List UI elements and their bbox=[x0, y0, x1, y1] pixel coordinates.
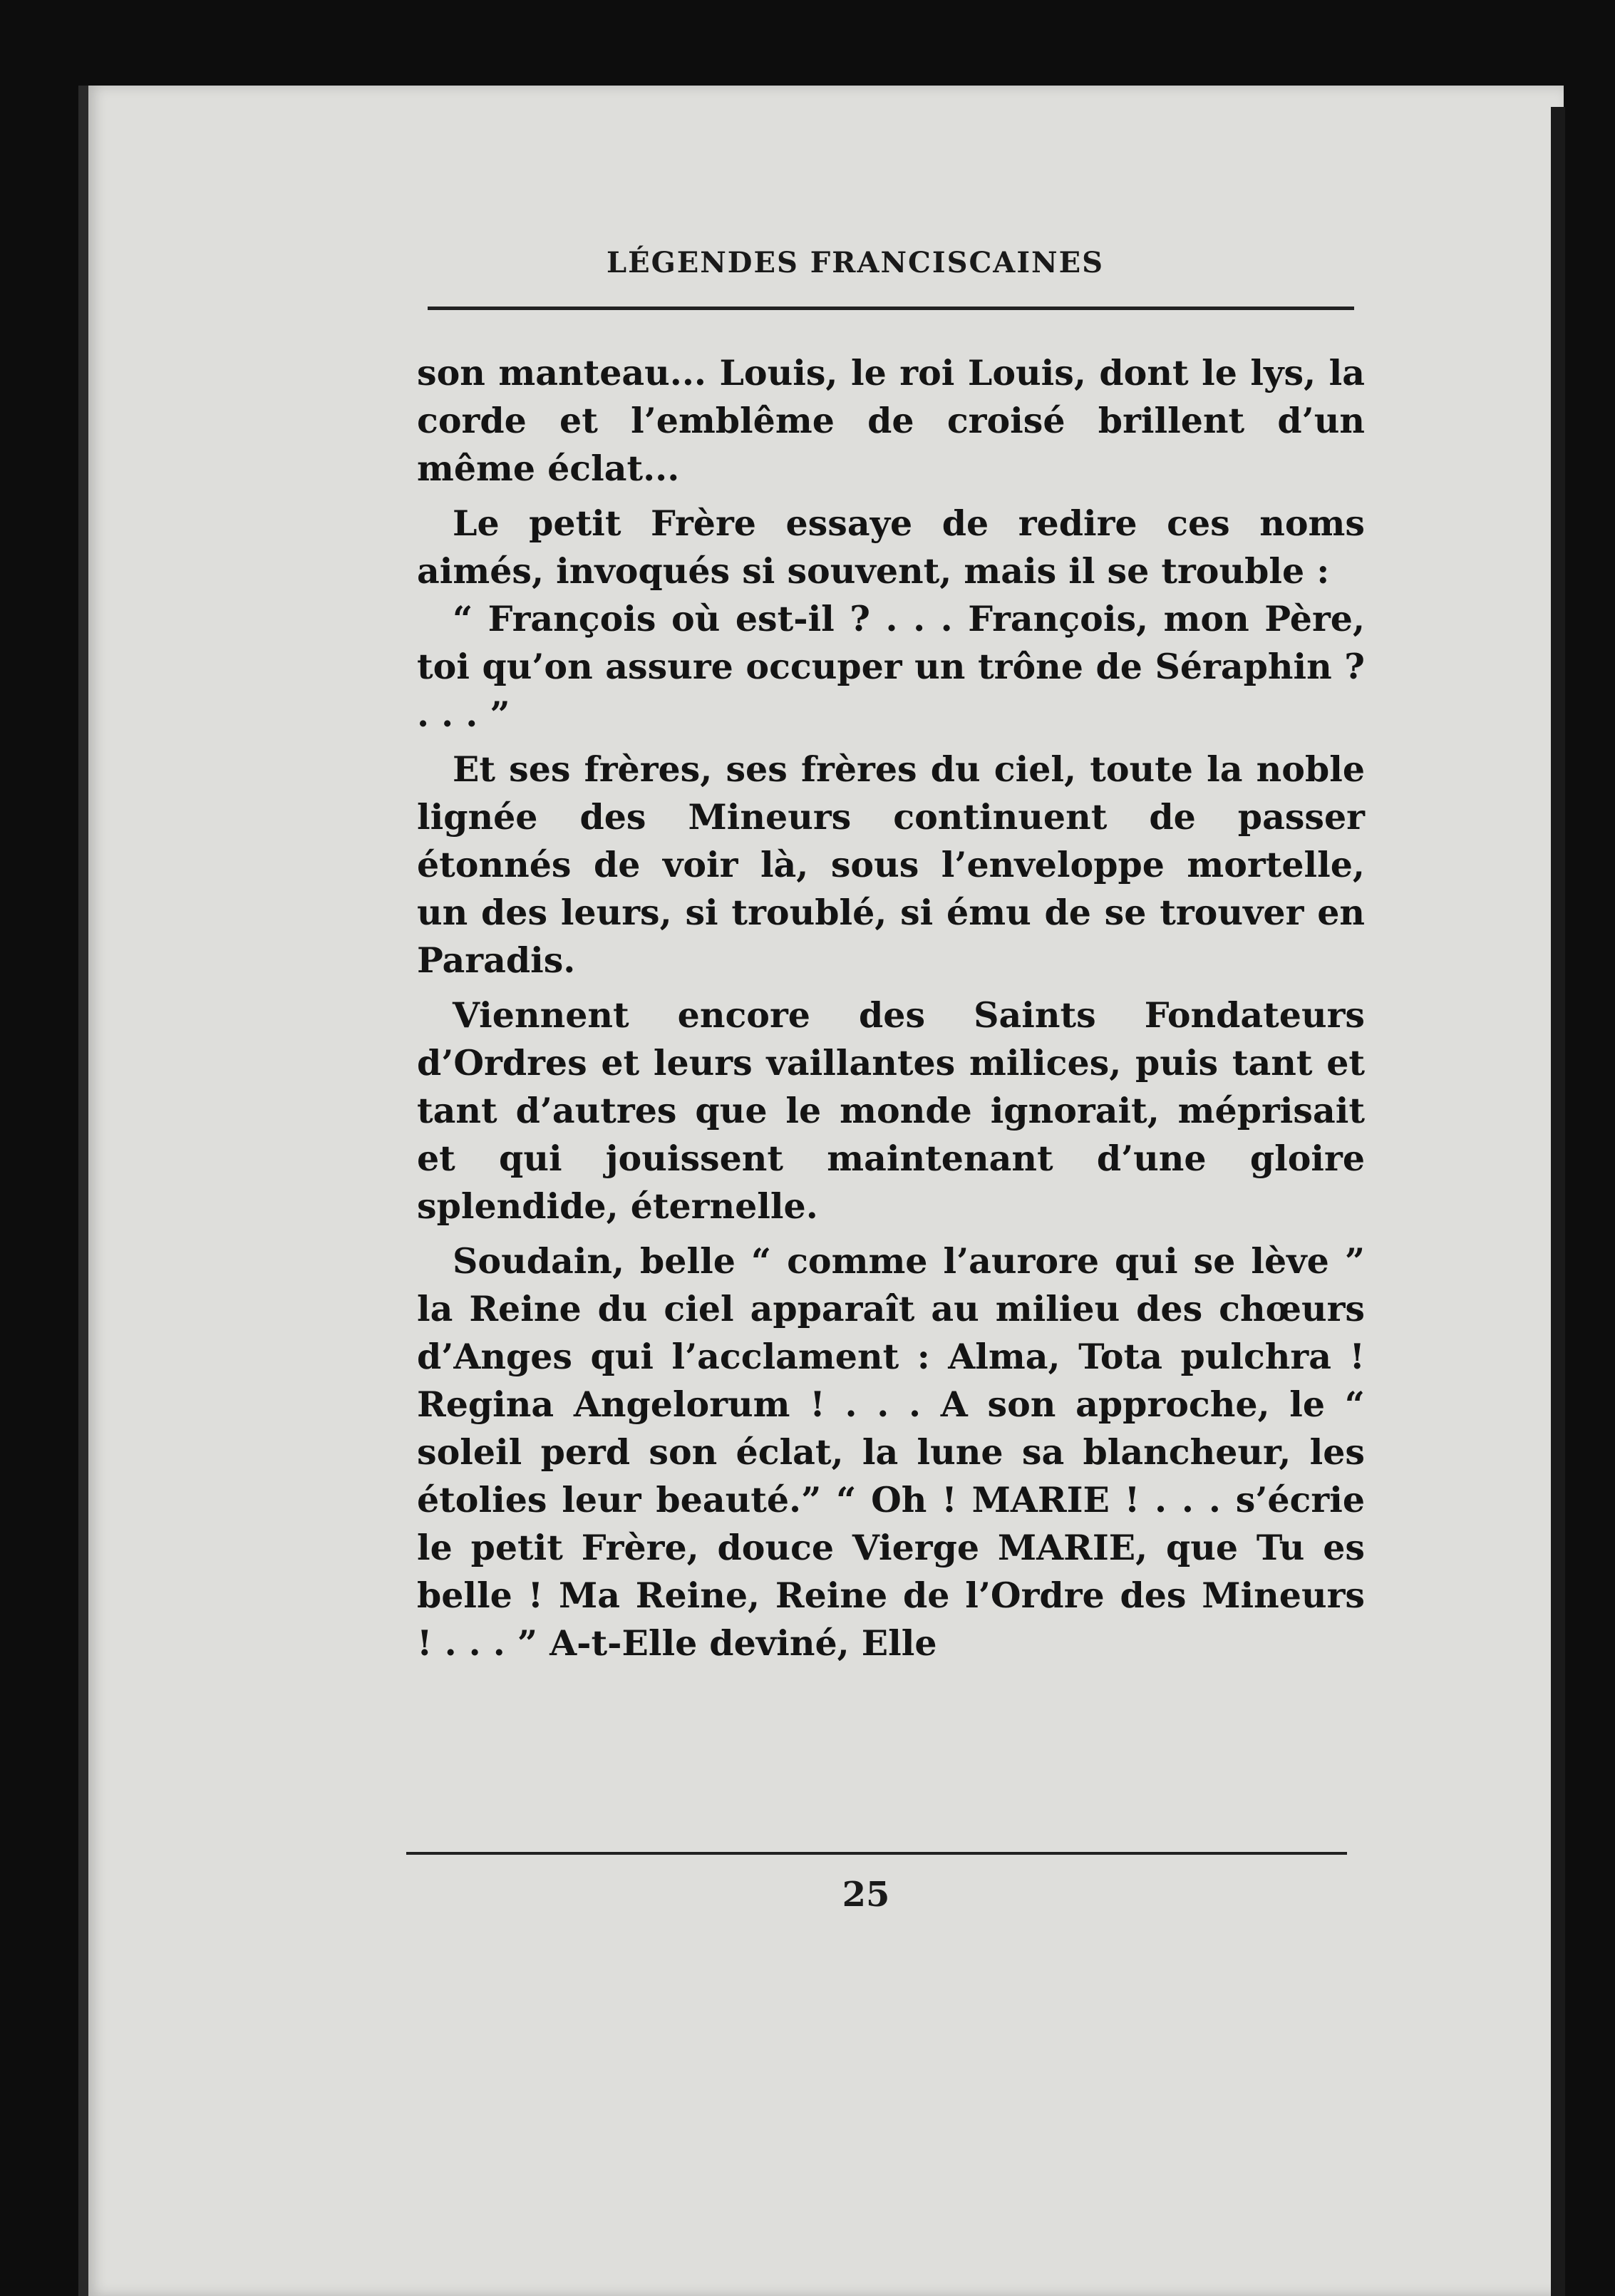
page-edge-shadow bbox=[1551, 107, 1565, 2296]
footer-rule bbox=[406, 1852, 1347, 1855]
paragraph-1: son manteau... Louis, le roi Louis, dont le lys, la corde et l’emblême de croisé brillent d’un même éclat... bbox=[417, 352, 1365, 489]
header-rule bbox=[428, 307, 1354, 310]
running-head: LÉGENDES FRANCISCAINES bbox=[606, 246, 1104, 279]
paragraph-3: “ François où est-il ? . . . François, mon Père, toi qu’on assure occuper un trône de Séraphin ? . . . ” bbox=[417, 598, 1365, 735]
paragraph-4: Et ses frères, ses frères du ciel, toute la noble lignée des Mineurs continuent de passer étonnés de voir là, sous l’enveloppe mortelle, un des leurs, si troublé, si ému de se trouver en Paradis. bbox=[417, 748, 1365, 981]
page-number: 25 bbox=[842, 1875, 890, 1915]
paragraph-2: Le petit Frère essaye de redire ces noms aimés, invoqués si souvent, mais il se trouble : bbox=[417, 503, 1365, 592]
paragraph-5: Viennent encore des Saints Fondateurs d’Ordres et leurs vaillantes milices, puis tant et tant d’autres que le monde ignorait, méprisait et qui jouissent maintenant d’une gloire splendide, éternelle. bbox=[417, 994, 1365, 1227]
paragraph-6: Soudain, belle “ comme l’aurore qui se lève ” la Reine du ciel apparaît au milieu des chœurs d’Anges qui l’acclament : Alma, Tota pulchra ! Regina Angelorum ! . . . A son approche, le “ soleil perd son éclat, la lune sa blancheur, les étolies leur beauté.” “ Oh ! MARIE ! . . . s’écrie le petit Frère, douce Vierge MARIE, que Tu es belle ! Ma Reine, Reine de l’Ordre des Mineurs ! . . . ” A-t-Elle deviné, Elle bbox=[417, 1240, 1365, 1664]
body-text bbox=[417, 349, 1365, 1674]
